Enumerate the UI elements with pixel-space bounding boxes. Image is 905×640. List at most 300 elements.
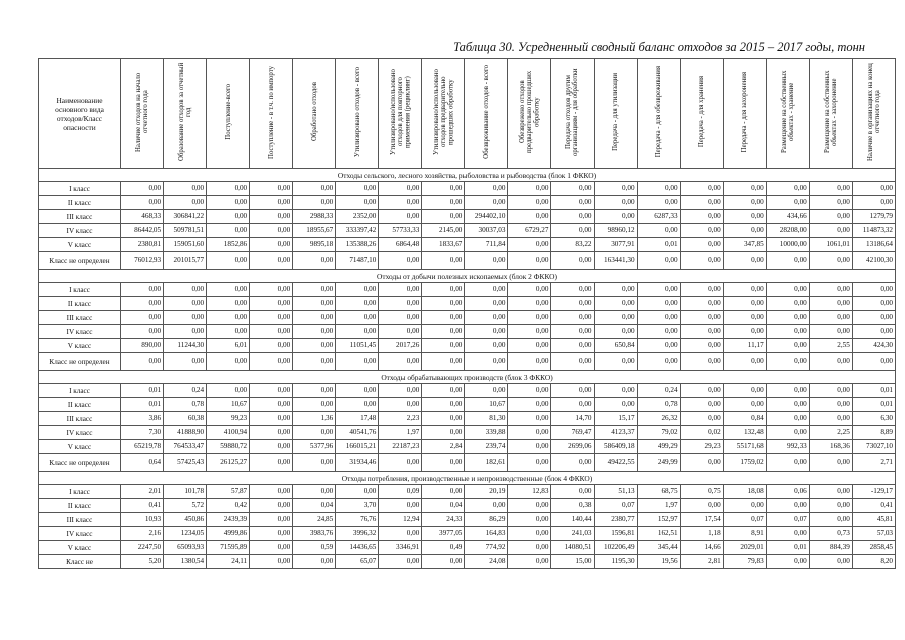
- table-cell: 0,78: [637, 398, 680, 412]
- table-cell: 0,00: [422, 196, 465, 210]
- table-cell: 0,00: [594, 210, 637, 224]
- table-cell: 0,00: [680, 454, 723, 472]
- table-row: [39, 252, 896, 270]
- table-cell: 434,66: [766, 210, 809, 224]
- section-header-row: [39, 270, 896, 283]
- table-cell: 0,00: [809, 196, 852, 210]
- table-cell: 0,00: [379, 325, 422, 339]
- row-label: II класс: [39, 196, 121, 210]
- table-cell: 11244,30: [164, 339, 207, 353]
- table-row: [39, 513, 896, 527]
- table-cell: 28208,00: [766, 224, 809, 238]
- table-cell: 0,41: [852, 499, 895, 513]
- table-cell: 0,00: [723, 353, 766, 371]
- table-cell: 0,00: [336, 297, 379, 311]
- table-cell: 0,00: [594, 196, 637, 210]
- table-cell: 0,00: [207, 252, 250, 270]
- table-cell: 1195,30: [594, 555, 637, 569]
- table-cell: 0,00: [121, 283, 164, 297]
- table-cell: 57,03: [852, 527, 895, 541]
- table-cell: 0,00: [766, 555, 809, 569]
- table-cell: 0,00: [809, 555, 852, 569]
- table-cell: 0,00: [766, 398, 809, 412]
- table-cell: 3983,76: [293, 527, 336, 541]
- table-cell: 17,54: [680, 513, 723, 527]
- table-cell: 0,00: [422, 426, 465, 440]
- table-cell: 0,00: [766, 499, 809, 513]
- table-cell: 0,00: [551, 297, 594, 311]
- table-cell: 0,00: [680, 325, 723, 339]
- table-cell: 57425,43: [164, 454, 207, 472]
- column-header: [551, 59, 594, 169]
- table-cell: 18955,67: [293, 224, 336, 238]
- table-cell: 0,09: [379, 485, 422, 499]
- table-cell: 0,00: [551, 353, 594, 371]
- table-cell: 0,00: [293, 283, 336, 297]
- table-cell: 0,00: [809, 297, 852, 311]
- table-cell: 0,00: [852, 283, 895, 297]
- table-cell: 1,18: [680, 527, 723, 541]
- table-cell: 0,00: [766, 325, 809, 339]
- table-cell: 0,00: [207, 297, 250, 311]
- table-cell: 159051,60: [164, 238, 207, 252]
- section-title: Отходы обрабатывающих производств (блок 3 ФККО): [39, 371, 896, 384]
- table-cell: 0,00: [465, 353, 508, 371]
- table-cell: 0,42: [207, 499, 250, 513]
- table-cell: 0,00: [422, 182, 465, 196]
- table-cell: 0,00: [723, 252, 766, 270]
- table-cell: 1061,01: [809, 238, 852, 252]
- table-cell: 3977,05: [422, 527, 465, 541]
- row-label: Класс не определен: [39, 454, 121, 472]
- table-cell: 0,00: [293, 454, 336, 472]
- table-cell: 0,00: [508, 252, 551, 270]
- table-cell: 0,00: [809, 412, 852, 426]
- table-cell: 0,00: [637, 353, 680, 371]
- table-cell: 0,00: [164, 196, 207, 210]
- table-cell: 4100,94: [207, 426, 250, 440]
- table-cell: 0,00: [379, 398, 422, 412]
- table-cell: 0,00: [723, 283, 766, 297]
- table-cell: 0,00: [207, 283, 250, 297]
- table-cell: 7,30: [121, 426, 164, 440]
- row-label: III класс: [39, 513, 121, 527]
- row-label: Класс не определен: [39, 252, 121, 270]
- table-cell: 1279,79: [852, 210, 895, 224]
- table-cell: 1,97: [637, 499, 680, 513]
- section-header-row: [39, 472, 896, 485]
- table-cell: 0,00: [508, 398, 551, 412]
- table-cell: 0,00: [293, 339, 336, 353]
- table-cell: 249,99: [637, 454, 680, 472]
- table-cell: 0,00: [379, 454, 422, 472]
- table-cell: 0,00: [293, 325, 336, 339]
- table-cell: 168,36: [809, 440, 852, 454]
- column-header: [207, 59, 250, 169]
- table-cell: 0,00: [508, 513, 551, 527]
- row-label: Класс не определен: [39, 353, 121, 371]
- table-cell: 764533,47: [164, 440, 207, 454]
- table-cell: 3077,91: [594, 238, 637, 252]
- table-cell: 0,00: [207, 384, 250, 398]
- table-cell: 0,00: [637, 325, 680, 339]
- table-cell: 99,23: [207, 412, 250, 426]
- table-cell: 10,67: [207, 398, 250, 412]
- table-cell: 0,00: [164, 353, 207, 371]
- table-cell: 0,00: [508, 499, 551, 513]
- table-cell: 0,00: [723, 297, 766, 311]
- column-header-label: Размещение на собственных объектах - хранение: [780, 70, 795, 154]
- row-label: I класс: [39, 283, 121, 297]
- table-row: [39, 454, 896, 472]
- table-cell: 0,00: [766, 283, 809, 297]
- table-cell: -129,17: [852, 485, 895, 499]
- row-label: II класс: [39, 398, 121, 412]
- table-cell: 0,00: [680, 252, 723, 270]
- table-cell: 0,00: [766, 297, 809, 311]
- table-row: [39, 412, 896, 426]
- table-cell: 2247,50: [121, 541, 164, 555]
- table-cell: 2,55: [809, 339, 852, 353]
- table-cell: 201015,77: [164, 252, 207, 270]
- table-cell: 0,00: [121, 325, 164, 339]
- table-cell: 163441,30: [594, 252, 637, 270]
- table-cell: 0,00: [809, 353, 852, 371]
- section-header-row: [39, 371, 896, 384]
- table-cell: 26,32: [637, 412, 680, 426]
- table-cell: 17,48: [336, 412, 379, 426]
- table-cell: 0,00: [637, 339, 680, 353]
- table-cell: 0,00: [723, 499, 766, 513]
- table-row: [39, 238, 896, 252]
- table-cell: 0,00: [680, 224, 723, 238]
- table-cell: 0,00: [809, 311, 852, 325]
- row-label: III класс: [39, 210, 121, 224]
- column-header-label: Обезвреживание отходов - всего: [482, 65, 490, 159]
- table-cell: 0,00: [508, 527, 551, 541]
- table-cell: 0,00: [723, 210, 766, 224]
- column-header-label: Размещение на собственных объектах - захоронение: [823, 70, 838, 154]
- table-cell: 3346,91: [379, 541, 422, 555]
- table-cell: 0,00: [164, 297, 207, 311]
- table-cell: 3,70: [336, 499, 379, 513]
- table-cell: 0,00: [766, 311, 809, 325]
- table-row: [39, 325, 896, 339]
- header-row: [39, 59, 896, 169]
- table-cell: 101,78: [164, 485, 207, 499]
- table-cell: 0,00: [121, 311, 164, 325]
- table-cell: 0,00: [551, 210, 594, 224]
- table-cell: 0,00: [809, 454, 852, 472]
- table-cell: 0,00: [680, 398, 723, 412]
- table-cell: 0,00: [680, 339, 723, 353]
- table-cell: 15,17: [594, 412, 637, 426]
- table-cell: 0,00: [594, 353, 637, 371]
- table-cell: 0,00: [250, 440, 293, 454]
- table-cell: 0,00: [465, 283, 508, 297]
- table-cell: 0,00: [336, 353, 379, 371]
- table-cell: 0,00: [551, 252, 594, 270]
- table-cell: 0,00: [379, 555, 422, 569]
- table-cell: 42100,30: [852, 252, 895, 270]
- table-cell: 0,00: [250, 527, 293, 541]
- table-cell: 0,00: [250, 412, 293, 426]
- table-cell: 0,00: [422, 339, 465, 353]
- table-cell: 0,00: [637, 196, 680, 210]
- table-cell: 0,00: [508, 182, 551, 196]
- table-cell: 0,00: [250, 297, 293, 311]
- table-cell: 11,17: [723, 339, 766, 353]
- table-cell: 0,00: [379, 297, 422, 311]
- table-cell: 0,00: [422, 325, 465, 339]
- table-cell: 0,00: [680, 384, 723, 398]
- table-cell: 0,00: [551, 182, 594, 196]
- column-header-label: Обработано отходов: [310, 82, 318, 142]
- table-cell: 0,01: [766, 541, 809, 555]
- table-cell: 57,87: [207, 485, 250, 499]
- table-cell: 0,00: [250, 384, 293, 398]
- table-cell: 4999,86: [207, 527, 250, 541]
- table-cell: 68,75: [637, 485, 680, 499]
- table-cell: 24,33: [422, 513, 465, 527]
- table-cell: 0,00: [723, 224, 766, 238]
- table-cell: 0,00: [422, 485, 465, 499]
- table-cell: 0,00: [465, 499, 508, 513]
- table-cell: 0,00: [465, 196, 508, 210]
- table-cell: 0,00: [680, 210, 723, 224]
- table-cell: 0,00: [594, 325, 637, 339]
- table-cell: 0,00: [465, 339, 508, 353]
- table-cell: 0,00: [250, 485, 293, 499]
- table-cell: 0,01: [121, 384, 164, 398]
- table-cell: 0,00: [852, 297, 895, 311]
- table-cell: 0,00: [250, 541, 293, 555]
- table-cell: 0,00: [766, 182, 809, 196]
- table-row: [39, 182, 896, 196]
- table-cell: 0,00: [207, 353, 250, 371]
- column-header: [723, 59, 766, 169]
- table-cell: 0,00: [207, 311, 250, 325]
- table-cell: 0,00: [336, 311, 379, 325]
- table-cell: 0,00: [379, 252, 422, 270]
- table-cell: 13186,64: [852, 238, 895, 252]
- table-cell: 0,00: [551, 311, 594, 325]
- table-cell: 0,00: [680, 311, 723, 325]
- table-row: [39, 283, 896, 297]
- table-cell: 711,84: [465, 238, 508, 252]
- table-cell: 30037,03: [465, 224, 508, 238]
- table-cell: 0,00: [465, 252, 508, 270]
- table-cell: 0,00: [508, 353, 551, 371]
- table-cell: 2,23: [379, 412, 422, 426]
- table-cell: 12,83: [508, 485, 551, 499]
- table-cell: 0,00: [594, 297, 637, 311]
- table-cell: 1852,86: [207, 238, 250, 252]
- table-cell: 0,00: [293, 384, 336, 398]
- column-header: [766, 59, 809, 169]
- table-row: [39, 398, 896, 412]
- table-cell: 0,41: [121, 499, 164, 513]
- table-cell: 0,00: [594, 283, 637, 297]
- table-cell: 0,00: [250, 238, 293, 252]
- table-cell: 0,00: [336, 384, 379, 398]
- table-cell: 0,84: [723, 412, 766, 426]
- row-label: V класс: [39, 339, 121, 353]
- table-cell: 0,00: [766, 527, 809, 541]
- table-cell: 11051,45: [336, 339, 379, 353]
- table-cell: 450,86: [164, 513, 207, 527]
- table-cell: 0,00: [293, 353, 336, 371]
- table-cell: 0,00: [551, 325, 594, 339]
- table-cell: 0,00: [207, 325, 250, 339]
- column-header-label: Обезврежено отходов предварительно прошедших обработку: [518, 70, 541, 154]
- table-cell: 0,00: [422, 311, 465, 325]
- table-row: [39, 384, 896, 398]
- table-cell: 0,00: [508, 339, 551, 353]
- table-cell: 0,00: [422, 398, 465, 412]
- table-cell: 0,00: [809, 210, 852, 224]
- table-cell: 2145,00: [422, 224, 465, 238]
- table-cell: 6287,33: [637, 210, 680, 224]
- table-cell: 0,01: [852, 384, 895, 398]
- row-label: III класс: [39, 412, 121, 426]
- table-cell: 79,83: [723, 555, 766, 569]
- table-cell: 0,00: [379, 499, 422, 513]
- table-cell: 0,02: [680, 426, 723, 440]
- table-cell: 0,00: [809, 398, 852, 412]
- table-cell: 0,00: [250, 252, 293, 270]
- table-cell: 0,00: [551, 485, 594, 499]
- table-cell: 6,01: [207, 339, 250, 353]
- table-cell: 0,00: [336, 398, 379, 412]
- column-header-label: Передача - для обезвреживания: [654, 66, 662, 158]
- table-cell: 0,00: [207, 224, 250, 238]
- table-cell: 2380,77: [594, 513, 637, 527]
- table-cell: 0,00: [852, 182, 895, 196]
- table-row: [39, 311, 896, 325]
- table-cell: 24,11: [207, 555, 250, 569]
- table-cell: 0,00: [680, 238, 723, 252]
- table-cell: 2,16: [121, 527, 164, 541]
- table-cell: 0,24: [637, 384, 680, 398]
- table-cell: 0,00: [766, 454, 809, 472]
- table-cell: 0,00: [766, 384, 809, 398]
- column-header: [508, 59, 551, 169]
- table-cell: 0,00: [164, 325, 207, 339]
- table-cell: 162,51: [637, 527, 680, 541]
- table-cell: 0,64: [121, 454, 164, 472]
- table-cell: 0,00: [250, 224, 293, 238]
- table-cell: 0,00: [551, 454, 594, 472]
- table-cell: 2439,39: [207, 513, 250, 527]
- table-cell: 0,00: [250, 325, 293, 339]
- table-cell: 0,00: [250, 426, 293, 440]
- table-cell: 0,00: [508, 196, 551, 210]
- table-cell: 241,03: [551, 527, 594, 541]
- table-cell: 0,00: [250, 513, 293, 527]
- table-cell: 0,00: [250, 210, 293, 224]
- table-cell: 509781,51: [164, 224, 207, 238]
- table-cell: 0,00: [637, 182, 680, 196]
- section-title: Отходы сельского, лесного хозяйства, рыболовства и рыбоводства (блок 1 ФККО): [39, 169, 896, 182]
- table-row: [39, 555, 896, 569]
- column-header: [250, 59, 293, 169]
- table-cell: 0,00: [121, 353, 164, 371]
- table-cell: 0,00: [508, 238, 551, 252]
- table-cell: 0,00: [766, 252, 809, 270]
- table-cell: 0,00: [508, 541, 551, 555]
- table-cell: 0,00: [121, 182, 164, 196]
- table-cell: 26125,27: [207, 454, 250, 472]
- table-cell: 0,00: [250, 311, 293, 325]
- column-header: [379, 59, 422, 169]
- table-cell: 0,00: [637, 252, 680, 270]
- table-cell: 0,00: [379, 196, 422, 210]
- table-cell: 0,00: [164, 311, 207, 325]
- section-title: Отходы потребления, производственные и непроизводственные (блок 4 ФККО): [39, 472, 896, 485]
- table-cell: 114873,32: [852, 224, 895, 238]
- table-cell: 135388,26: [336, 238, 379, 252]
- table-cell: 0,00: [379, 384, 422, 398]
- column-header-label: Наличие в организациях на конец отчетного года: [866, 63, 881, 161]
- table-title: Таблица 30. Усредненный сводный баланс отходов за 2015 – 2017 годы, тонн: [453, 40, 865, 54]
- table-cell: 0,00: [723, 398, 766, 412]
- column-header: [637, 59, 680, 169]
- table-cell: 0,00: [551, 283, 594, 297]
- table-cell: 0,00: [293, 311, 336, 325]
- table-cell: 76012,93: [121, 252, 164, 270]
- table-cell: 0,00: [121, 196, 164, 210]
- table-cell: 0,00: [336, 283, 379, 297]
- table-cell: 0,00: [207, 182, 250, 196]
- table-cell: 0,00: [809, 325, 852, 339]
- table-cell: 0,00: [723, 182, 766, 196]
- table-cell: 0,00: [336, 182, 379, 196]
- table-cell: 0,00: [680, 353, 723, 371]
- column-header-label: Передача отходов другим организациям - для обработки: [565, 68, 580, 156]
- table-cell: 774,92: [465, 541, 508, 555]
- table-cell: 0,00: [508, 297, 551, 311]
- table-cell: 12,94: [379, 513, 422, 527]
- column-header-label: Поступление - в т.ч. по импорту: [267, 65, 275, 159]
- table-cell: 0,00: [508, 210, 551, 224]
- table-cell: 0,00: [250, 339, 293, 353]
- table-cell: 0,00: [293, 398, 336, 412]
- table-cell: 86442,05: [121, 224, 164, 238]
- table-cell: 294402,10: [465, 210, 508, 224]
- table-cell: 499,29: [637, 440, 680, 454]
- table-cell: 0,00: [508, 311, 551, 325]
- table-cell: 0,00: [508, 454, 551, 472]
- table-cell: 0,07: [766, 513, 809, 527]
- column-header: [293, 59, 336, 169]
- section-header-row: [39, 169, 896, 182]
- column-header: [809, 59, 852, 169]
- table-cell: 0,00: [852, 325, 895, 339]
- table-cell: 41888,90: [164, 426, 207, 440]
- table-cell: 14,66: [680, 541, 723, 555]
- table-cell: 0,59: [293, 541, 336, 555]
- table-cell: 2858,45: [852, 541, 895, 555]
- table-cell: 2352,00: [336, 210, 379, 224]
- table-cell: 57733,33: [379, 224, 422, 238]
- table-cell: 5,72: [164, 499, 207, 513]
- table-cell: 347,85: [723, 238, 766, 252]
- table-cell: 65219,78: [121, 440, 164, 454]
- table-cell: 2,25: [809, 426, 852, 440]
- table-cell: 0,00: [465, 384, 508, 398]
- column-header-label: Передача - для захоронения: [741, 71, 749, 153]
